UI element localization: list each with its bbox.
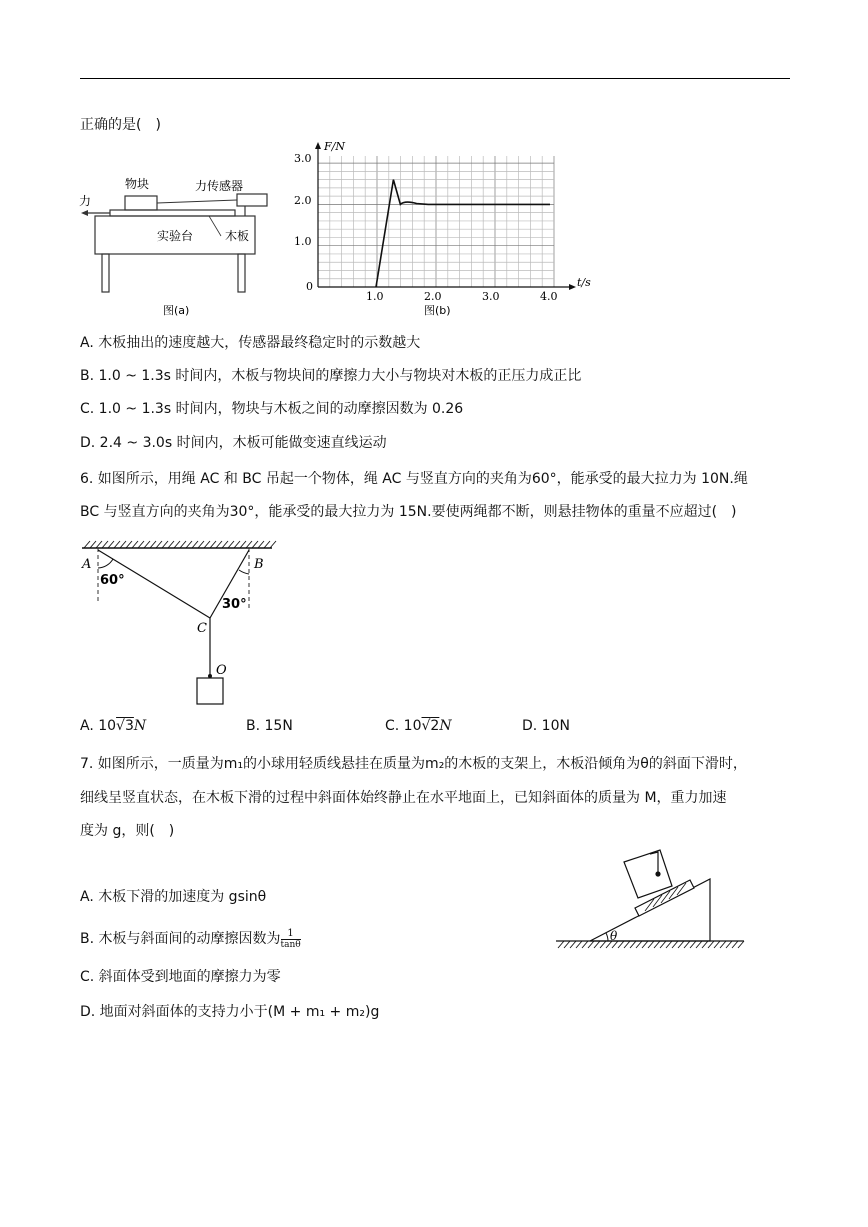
x-label: t/s: [577, 276, 591, 289]
board: [110, 210, 235, 216]
q7-stem-line1: 7. 如图所示，一质量为m₁的小球用轻质线悬挂在质量为m₂的木板的支架上，木板沿倾角为θ的斜面下滑时，: [80, 756, 747, 772]
figure-b: [290, 138, 600, 320]
label-a: A: [82, 557, 92, 572]
x-tick: 3.0: [482, 290, 500, 303]
label-block: 物块: [125, 177, 150, 191]
sensor: [237, 194, 267, 206]
q6-stem-line1: 6. 如图所示，用绳 AC 和 BC 吊起一个物体，绳 AC 与竖直方向的夹角为60°，能承受的最大拉力为 10N.绳: [80, 471, 748, 487]
figure-q6: [72, 538, 282, 708]
caption-b: 图(b): [424, 304, 451, 317]
caption-a: 图(a): [163, 304, 190, 317]
ceiling-hatch: [84, 541, 276, 548]
q6-option-a: A. 10√3N: [80, 718, 147, 734]
force-curve: [376, 180, 550, 287]
label-bench: 实验台: [157, 229, 194, 243]
y-label: F/N: [324, 140, 345, 153]
y-tick: 0: [306, 280, 313, 293]
hanging-box: [197, 678, 223, 704]
header-rule: [80, 78, 790, 79]
ground-hatch: [558, 941, 744, 948]
graph-grid: [318, 156, 554, 287]
label-c: C: [197, 621, 207, 636]
q7-option-b: B. 木板与斜面间的动摩擦因数为 $\frac{1}{\tan\theta}$: [80, 927, 301, 950]
q5-option-a: A. 木板抽出的速度越大，传感器最终稳定时的示数越大: [80, 335, 421, 351]
block: [125, 196, 157, 210]
x-tick: 4.0: [540, 290, 558, 303]
bench-leg-right: [238, 254, 245, 292]
x-tick: 1.0: [366, 290, 384, 303]
bench-leg-left: [102, 254, 109, 292]
figure-a: [75, 170, 275, 320]
y-tick: 1.0: [294, 235, 312, 248]
label-board: 木板: [225, 229, 250, 243]
y-tick: 2.0: [294, 194, 312, 207]
angle-30: 30°: [222, 597, 247, 612]
q6-stem-line2: BC 与竖直方向的夹角为30°，能承受的最大拉力为 15N.要使两绳都不断，则悬挂物体的重量不应超过( ): [80, 504, 737, 520]
q5-option-c: C. 1.0 ~ 1.3s 时间内，物块与木板之间的动摩擦因数为 0.26: [80, 401, 464, 417]
q6-option-c: C. 10√2N: [385, 718, 452, 734]
q5-stem-tail: 正确的是( ): [80, 117, 161, 133]
q7-option-a: A. 木板下滑的加速度为 gsinθ: [80, 889, 267, 905]
label-o: O: [216, 663, 227, 678]
q6-option-d: D. 10N: [522, 718, 570, 734]
ball: [655, 871, 660, 876]
label-sensor: 力传感器: [195, 179, 244, 193]
q7-option-c: C. 斜面体受到地面的摩擦力为零: [80, 969, 281, 985]
q6-option-b: B. 15N: [246, 718, 293, 734]
label-theta: θ: [610, 929, 618, 943]
q7-stem-line2: 细线呈竖直状态，在木板下滑的过程中斜面体始终静止在水平地面上，已知斜面体的质量为 M，重力加速: [80, 790, 727, 806]
x-tick: 2.0: [424, 290, 442, 303]
label-force: 力: [79, 194, 92, 208]
y-tick: 3.0: [294, 152, 312, 165]
label-b: B: [254, 557, 264, 572]
q5-option-b: B. 1.0 ~ 1.3s 时间内，木板与物块间的摩擦力大小与物块对木板的正压力成正比: [80, 368, 582, 384]
angle-60: 60°: [100, 573, 125, 588]
q7-option-d: D. 地面对斜面体的支持力小于(M + m₁ + m₂)g: [80, 1004, 380, 1020]
q7-stem-line3: 度为 g，则( ): [80, 823, 175, 839]
bracket-frame: [624, 850, 672, 898]
q5-option-d: D. 2.4 ~ 3.0s 时间内，木板可能做变速直线运动: [80, 435, 387, 451]
figure-q7: [550, 838, 750, 958]
